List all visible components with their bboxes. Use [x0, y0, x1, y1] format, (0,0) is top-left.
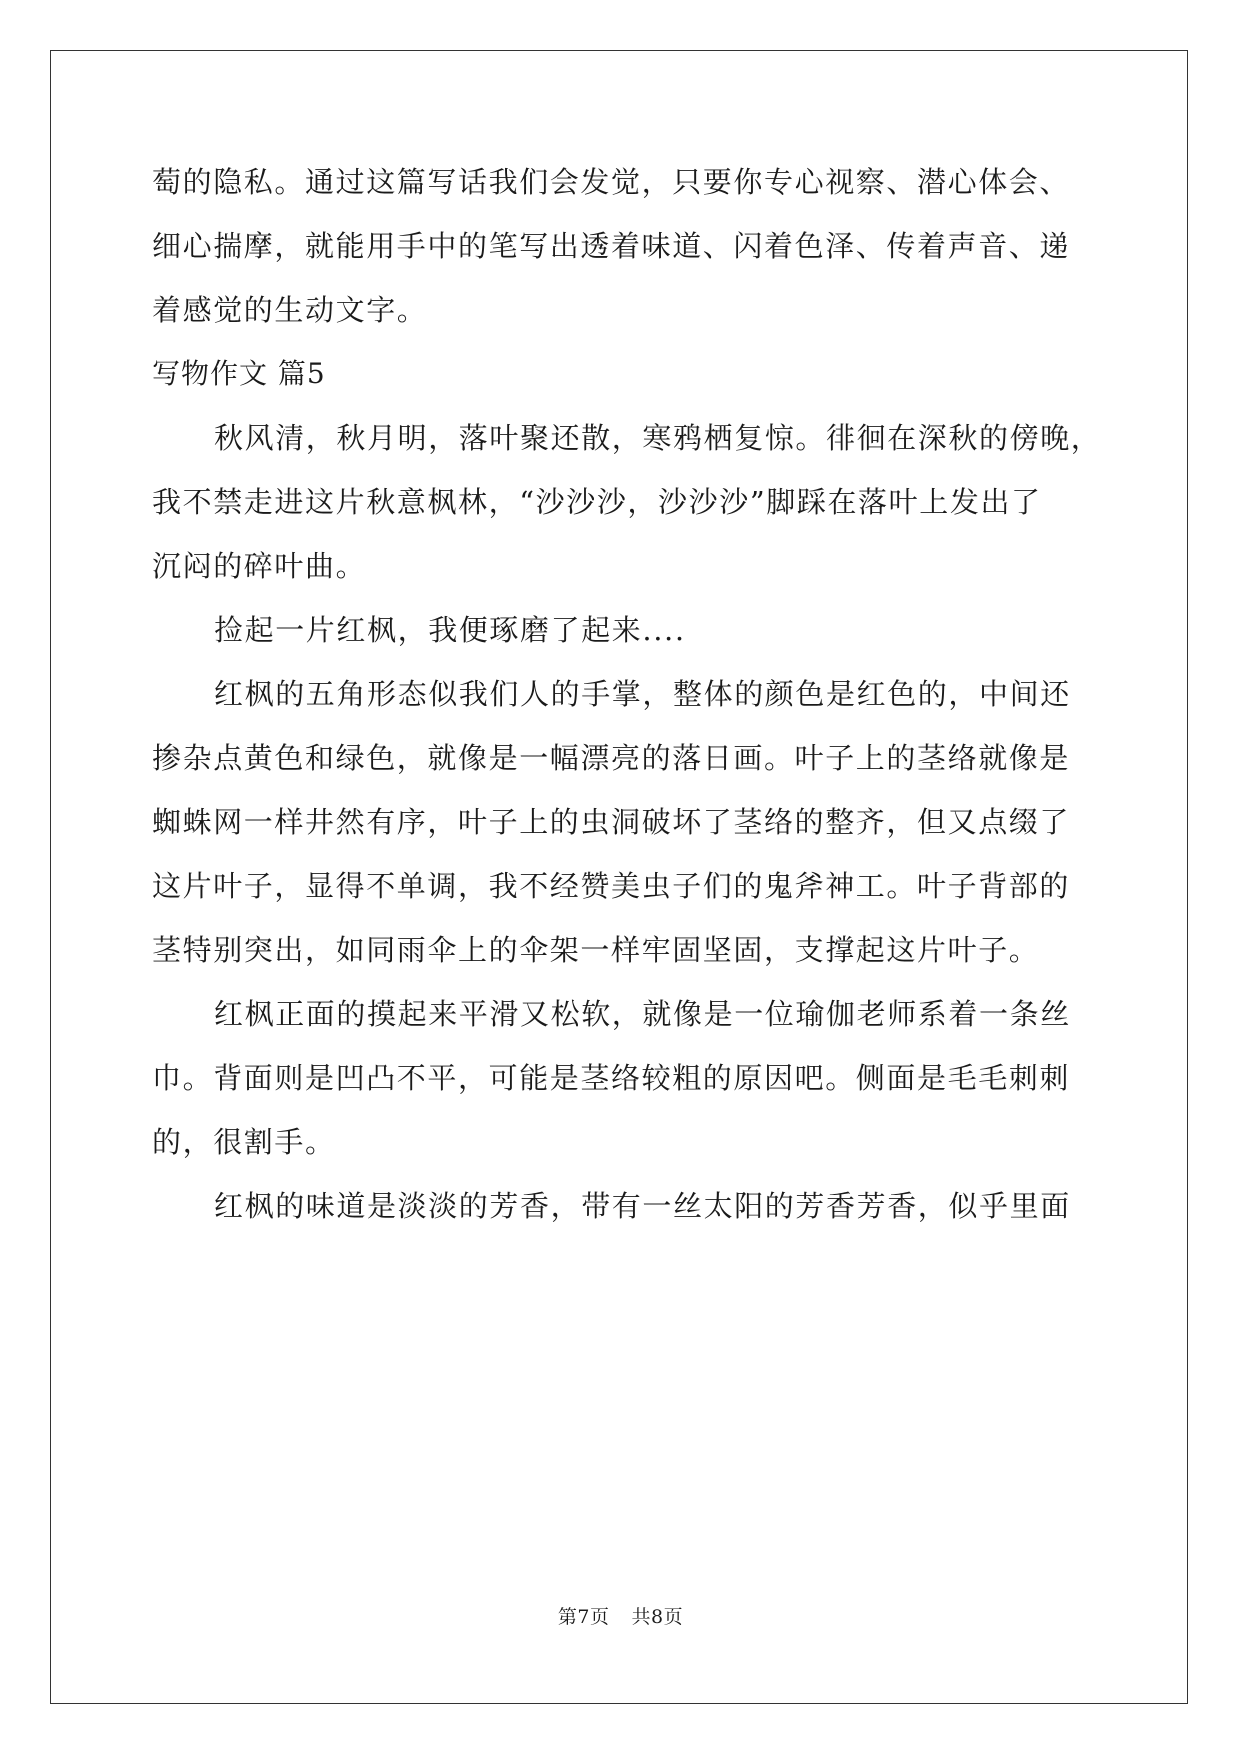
- text-line: 蜘蛛网一样井然有序，叶子上的虫洞破坏了茎络的整齐，但又点缀了: [152, 805, 1071, 839]
- text-line: 沉闷的碎叶曲。: [152, 549, 367, 583]
- total-pages: 共8页: [631, 1606, 684, 1628]
- text-line: 巾。背面则是凹凸不平，可能是茎络较粗的原因吧。侧面是毛毛刺刺: [152, 1061, 1071, 1095]
- text-line: 我不禁走进这片秋意枫林，“沙沙沙，沙沙沙”脚踩在落叶上发出了: [152, 485, 1042, 519]
- text-line: 细心揣摩，就能用手中的笔写出透着味道、闪着色泽、传着声音、递: [152, 229, 1071, 263]
- text-line: 萄的隐私。通过这篇写话我们会发觉，只要你专心视察、潜心体会、: [152, 165, 1071, 199]
- paragraph-first-line: 秋风清，秋月明，落叶聚还散，寒鸦栖复惊。徘徊在深秋的傍晚，: [214, 421, 1102, 455]
- paragraph-first-line: 红枫的味道是淡淡的芳香，带有一丝太阳的芳香芳香，似乎里面: [214, 1189, 1071, 1223]
- text-line: 掺杂点黄色和绿色，就像是一幅漂亮的落日画。叶子上的茎络就像是: [152, 741, 1071, 775]
- text-line: 茎特别突出，如同雨伞上的伞架一样牢固坚固，支撑起这片叶子。: [152, 933, 1040, 967]
- section-heading: 写物作文 篇5: [152, 357, 326, 390]
- document-body: [152, 150, 1102, 1238]
- text-line: 着感觉的生动文字。: [152, 293, 428, 327]
- paragraph-first-line: 红枫正面的摸起来平滑又松软，就像是一位瑜伽老师系着一条丝: [214, 997, 1071, 1031]
- text-line: 的，很割手。: [152, 1125, 336, 1159]
- paragraph-first-line: 红枫的五角形态似我们人的手掌，整体的颜色是红色的，中间还: [214, 677, 1071, 711]
- page-footer: [0, 1602, 1241, 1629]
- paragraph-first-line: 捡起一片红枫，我便琢磨了起来....: [214, 613, 686, 647]
- text-line: 这片叶子，显得不单调，我不经赞美虫子们的鬼斧神工。叶子背部的: [152, 869, 1071, 903]
- current-page-number: 第7页: [557, 1606, 610, 1628]
